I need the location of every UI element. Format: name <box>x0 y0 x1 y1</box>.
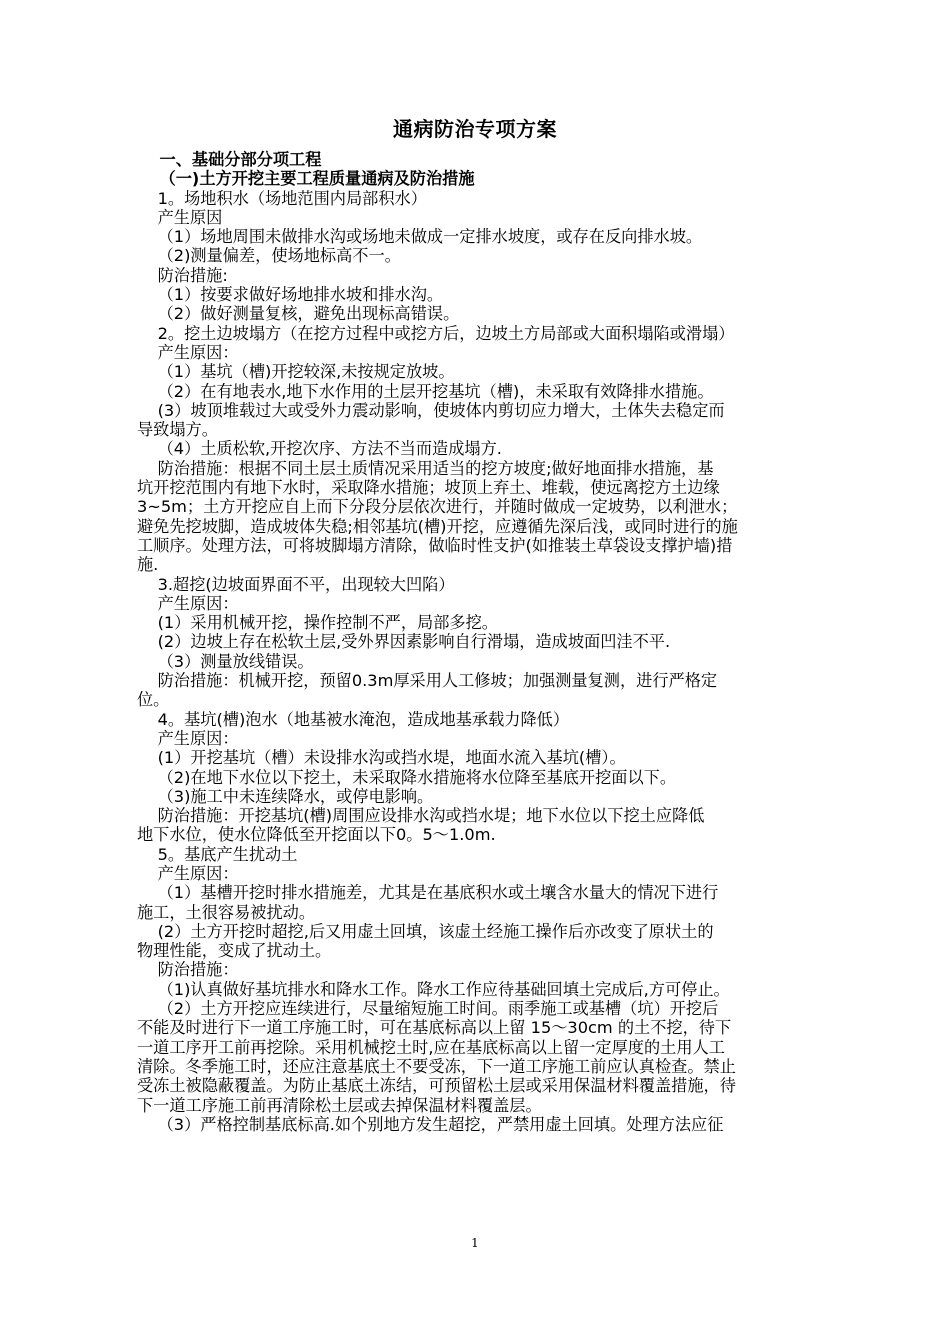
body-line: （1）按要求做好场地排水坡和排水沟。 <box>137 285 444 305</box>
body-line: 产生原因： <box>137 342 239 362</box>
page-number: 1 <box>471 1236 479 1250</box>
body-line: （2）做好测量复核，避免出现标高错误。 <box>137 304 460 324</box>
body-line: 下一道工序施工前再清除松土层或去掉保温材料覆盖层。 <box>137 1095 542 1115</box>
section-heading: 一、基础分部分项工程 <box>137 150 322 169</box>
body-line: 防治措施: <box>137 265 228 285</box>
body-line: (1）采用机械开挖，操作控制不严，局部多挖。 <box>137 613 498 633</box>
body-line: 避免先挖坡脚，造成坡体失稳;相邻基坑(槽)开挖，应遵循先深后浅，或同时进行的施 <box>137 516 738 536</box>
body-line: 1。场地积水（场地范围内局部积水） <box>137 188 427 208</box>
body-line: 清除。冬季施工时，还应注意基底土不要受冻，下一道工序施工前应认真检查。禁止 <box>137 1056 736 1076</box>
body-line: （3）严格控制基底标高.如个别地方发生超挖，严禁用虚土回填。处理方法应征 <box>137 1114 724 1134</box>
body-line: 地下水位，使水位降低至开挖面以下0。5～1.0m. <box>137 825 496 845</box>
body-line: （2)测量偏差，使场地标高不一。 <box>137 246 401 266</box>
body-line: 产生原因 <box>137 207 223 227</box>
section-heading: （一)土方开挖主要工程质量通病及防治措施 <box>137 169 475 189</box>
body-line: （3)施工中未连续降水，或停电影响。 <box>137 786 434 806</box>
body-line: （1）基槽开挖时排水措施差，尤其是在基底积水或土壤含水量大的情况下进行 <box>137 883 719 903</box>
body-line: 防治措施： <box>137 960 239 980</box>
body-line: 产生原因： <box>137 863 239 883</box>
body-line: 不能及时进行下一道工序施工时，可在基底标高以上留 15～30cm 的土不挖，待下 <box>137 1018 732 1038</box>
body-line: 2。挖土边坡塌方（在挖方过程中或挖方后，边坡土方局部或大面积塌陷或滑塌） <box>137 323 735 343</box>
body-line: （3）测量放线错误。 <box>137 651 314 671</box>
body-line: 防治措施：机械开挖，预留0.3m厚采用人工修坡；加强测量复测，进行严格定 <box>137 671 718 691</box>
body-line: (2）土方开挖时超挖,后又用虚土回填，该虚土经施工操作后亦改变了原状土的 <box>137 921 714 941</box>
body-line: （2)在地下水位以下挖土，未采取降水措施将水位降至基底开挖面以下。 <box>137 767 677 787</box>
body-line: （2）在有地表水,地下水作用的土层开挖基坑（槽)，未采取有效降排水措施。 <box>137 381 714 401</box>
body-line: 防治措施：开挖基坑(槽)周围应设排水沟或挡水堤；地下水位以下挖土应降低 <box>137 806 705 826</box>
body-line: (1）开挖基坑（槽）未设排水沟或挡水堤，地面水流入基坑(槽）。 <box>137 748 626 768</box>
document-title: 通病防治专项方案 <box>393 117 557 141</box>
document-body <box>137 150 843 1134</box>
body-line: 5。基底产生扰动土 <box>137 844 298 864</box>
body-line: （1)认真做好基坑排水和降水工作。降水工作应待基础回填土完成后,方可停止。 <box>137 979 730 999</box>
body-line: (2）边坡上存在松软土层,受外界因素影响自行滑塌，造成坡面凹洼不平. <box>137 632 671 652</box>
body-line: 3~5m；土方开挖应自上而下分段分层依次进行，并随时做成一定坡势，以利泄水； <box>137 497 738 517</box>
body-line: （2）土方开挖应连续进行，尽量缩短施工时间。雨季施工或基槽（坑）开挖后 <box>137 999 719 1019</box>
body-line: 防治措施：根据不同土层土质情况采用适当的挖方坡度;做好地面排水措施，基 <box>137 458 714 478</box>
body-line: 施工，土很容易被扰动。 <box>137 902 316 922</box>
body-line: 坑开挖范围内有地下水时，采取降水措施；坡顶上弃土、堆载，使远离挖方土边缘 <box>137 478 720 498</box>
body-line: 导致塌方。 <box>137 420 218 440</box>
body-line: （1）基坑（槽)开挖较深,未按规定放坡。 <box>137 362 455 382</box>
body-line: 产生原因： <box>137 593 239 613</box>
body-line: (3）坡顶堆载过大或受外力震动影响，使坡体内剪切应力增大，土体失去稳定而 <box>137 400 725 420</box>
body-line: 3.超挖(边坡面界面不平，出现较大凹陷） <box>137 574 455 594</box>
body-line: 位。 <box>137 690 170 710</box>
body-line: 一道工序开工前再挖除。采用机械挖土时,应在基底标高以上留一定厚度的土用人工 <box>137 1037 725 1057</box>
body-line: 工顺序。处理方法，可将坡脚塌方清除，做临时性支护(如推装土草袋设支撑护墙)措 <box>137 535 733 555</box>
body-line: 物理性能，变成了扰动土。 <box>137 941 332 961</box>
body-line: 4。基坑(槽)泡水（地基被水淹泡，造成地基承载力降低） <box>137 709 570 729</box>
body-line: 产生原因： <box>137 728 239 748</box>
body-line: （1）场地周围未做排水沟或场地未做成一定排水坡度，或存在反向排水坡。 <box>137 227 703 247</box>
body-line: 受冻土被隐蔽覆盖。为防止基底土冻结，可预留松土层或采用保温材料覆盖措施，待 <box>137 1076 736 1096</box>
body-line: （4）土质松软,开挖次序、方法不当而造成塌方. <box>137 439 502 459</box>
body-line: 施. <box>137 555 159 575</box>
